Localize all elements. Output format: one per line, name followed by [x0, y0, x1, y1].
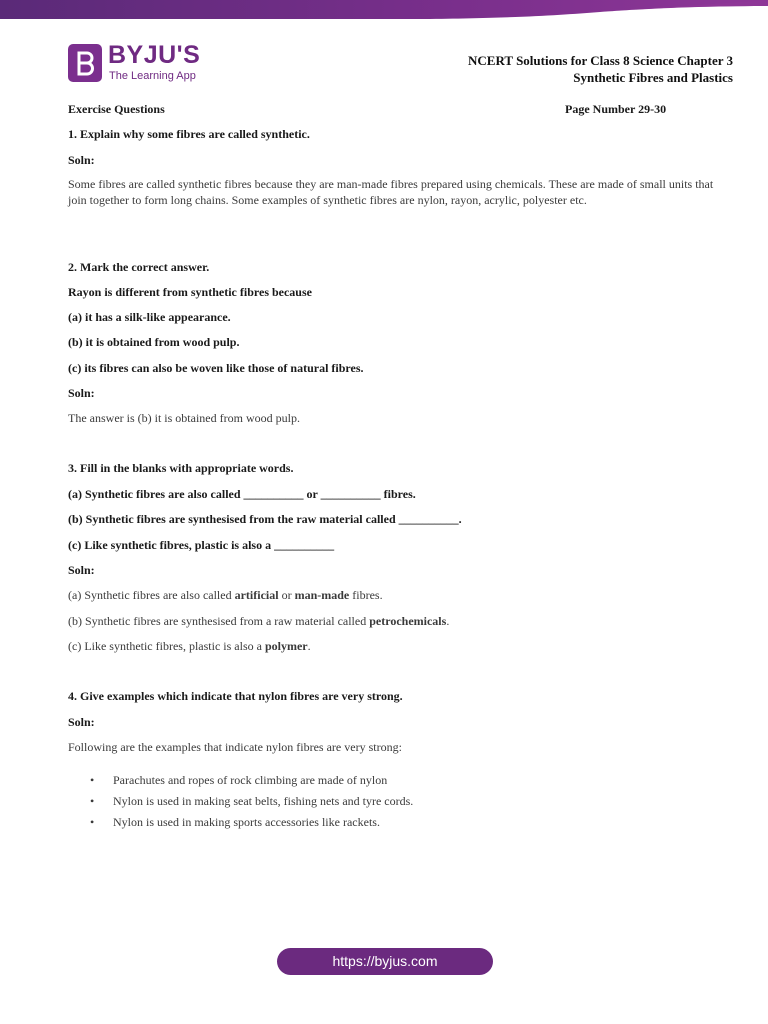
list-item-text: Nylon is used in making sports accessories like rackets. — [113, 815, 380, 829]
q1-answer: Some fibres are called synthetic fibres because they are man-made fibres prepared using chemicals. These are made of small units that join together to form long chains. Some examples of synthetic fibres are nylon, rayon, acrylic, polyester etc. — [68, 177, 714, 207]
q2-option-c: (c) its fibres can also be woven like those of natural fibres. — [68, 361, 364, 375]
q3-answer-c-post: . — [307, 639, 311, 653]
q3-answer-b — [68, 613, 449, 629]
q3-answer-a-pre: (a) Synthetic fibres are also called — [68, 588, 235, 602]
q1-soln-label: Soln: — [68, 153, 95, 167]
logo-tagline: The Learning App — [109, 70, 196, 82]
header-title-line2: Synthetic Fibres and Plastics — [573, 70, 733, 85]
header-title-line1: NCERT Solutions for Class 8 Science Chapter 3 — [468, 53, 733, 68]
logo-brand-name: BYJU'S — [108, 41, 201, 69]
q3-answer-a-post: fibres. — [349, 588, 383, 602]
q3-answer-c-pre: (c) Like synthetic fibres, plastic is also a — [68, 639, 265, 653]
list-item-text: Parachutes and ropes of rock climbing are made of nylon — [113, 773, 388, 787]
q2-stem: Rayon is different from synthetic fibres because — [68, 285, 312, 299]
q3-answer-b-pre: (b) Synthetic fibres are synthesised from a raw material called — [68, 614, 370, 628]
q4-intro: Following are the examples that indicate nylon fibres are very strong: — [68, 740, 402, 754]
q1-question: 1. Explain why some fibres are called synthetic. — [68, 127, 310, 141]
q2-question: 2. Mark the correct answer. — [68, 260, 210, 274]
q3-answer-a-mid: or — [278, 588, 295, 602]
list-item-text: Nylon is used in making seat belts, fishing nets and tyre cords. — [113, 794, 414, 808]
q4-question: 4. Give examples which indicate that nylon fibres are very strong. — [68, 689, 403, 703]
q2-soln-label: Soln: — [68, 386, 95, 400]
byjus-logo-mark-icon — [68, 44, 102, 82]
q4-soln-label: Soln: — [68, 715, 95, 729]
bullet-icon: • — [90, 815, 95, 829]
document-header — [468, 52, 733, 86]
q3-item-b: (b) Synthetic fibres are synthesised from the raw material called __________. — [68, 512, 462, 526]
q2-answer: The answer is (b) it is obtained from wood pulp. — [68, 411, 300, 425]
q3-soln-label: Soln: — [68, 563, 95, 577]
q3-answer-b-post: . — [446, 614, 450, 628]
q3-answer-a — [68, 587, 383, 603]
bullet-icon: • — [90, 794, 95, 808]
top-decorative-band — [0, 0, 768, 22]
q3-item-c: (c) Like synthetic fibres, plastic is also a __________ — [68, 538, 335, 552]
q2-option-a: (a) it has a silk-like appearance. — [68, 310, 231, 324]
q3-item-a: (a) Synthetic fibres are also called __________ or __________ fibres. — [68, 487, 416, 501]
byjus-logo[interactable] — [68, 41, 238, 86]
q3-answer-a-word2: man-made — [294, 588, 350, 602]
q3-answer-a-word1: artificial — [234, 588, 279, 602]
q3-answer-b-word: petrochemicals — [369, 614, 447, 628]
footer-url-link[interactable]: https://byjus.com — [277, 948, 493, 975]
q3-answer-c — [68, 638, 311, 654]
page-number: Page Number 29-30 — [565, 102, 667, 116]
q2-option-b: (b) it is obtained from wood pulp. — [68, 335, 240, 349]
exercise-label: Exercise Questions — [68, 102, 165, 116]
q3-answer-c-word: polymer — [264, 639, 308, 653]
q3-question: 3. Fill in the blanks with appropriate words. — [68, 461, 294, 475]
bullet-icon: • — [90, 773, 95, 787]
